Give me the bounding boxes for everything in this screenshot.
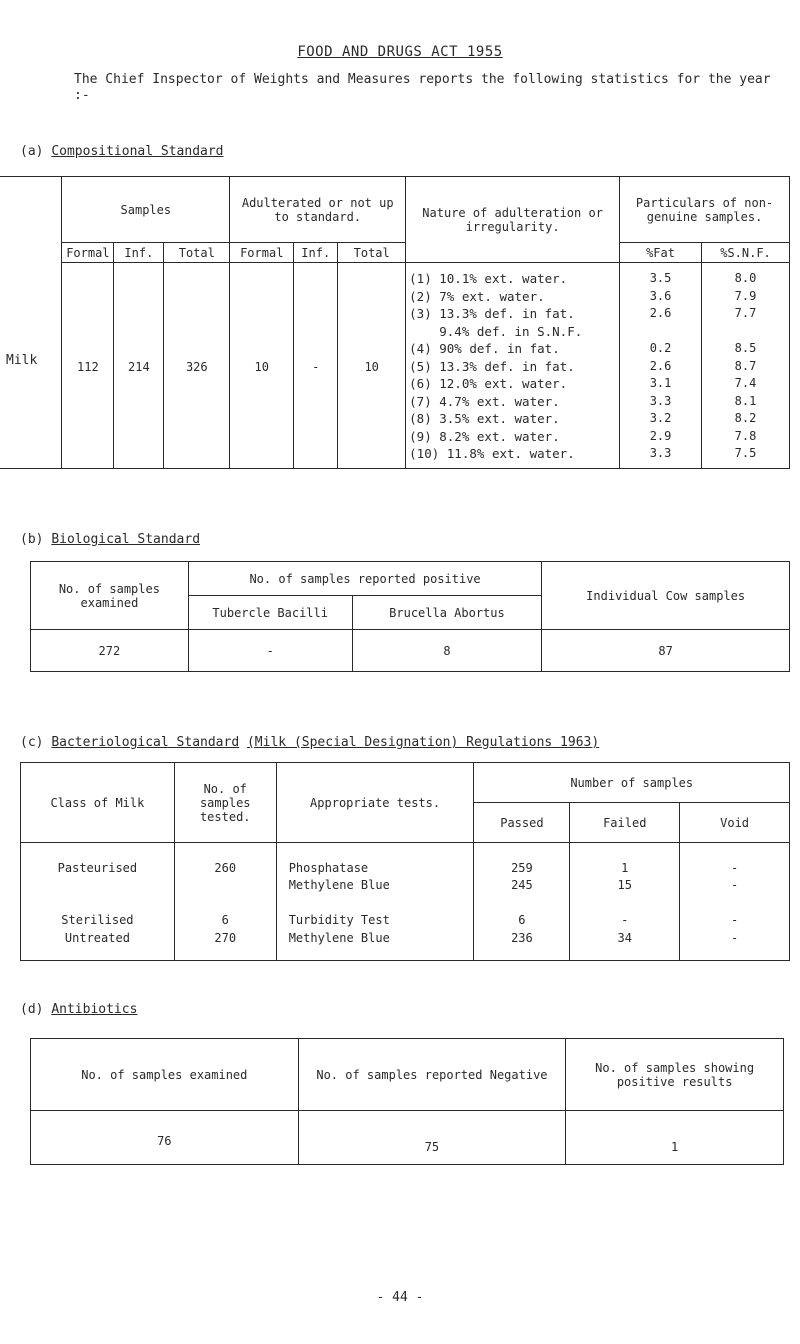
section-c-title: Bacteriological Standard xyxy=(51,735,240,750)
passed-value: 245 xyxy=(511,878,533,893)
antibiotics-examined-value: 76 xyxy=(31,1111,299,1165)
header-individual-cow: Individual Cow samples xyxy=(542,562,790,630)
section-b-title: Biological Standard xyxy=(51,532,201,547)
row-label-milk: Milk xyxy=(6,353,38,368)
nature-line: (10) 11.8% ext. water. xyxy=(409,446,575,462)
class-pasteurised: Pasteurised xyxy=(57,860,138,875)
header-reported-negative: No. of samples reported Negative xyxy=(298,1039,566,1111)
section-a-letter: (a) xyxy=(20,144,44,159)
passed-column xyxy=(474,843,570,961)
header-reported-positive: No. of samples reported positive xyxy=(188,562,542,596)
section-d-title: Antibiotics xyxy=(51,1002,138,1017)
failed-value: 1 xyxy=(621,860,629,875)
nature-list xyxy=(406,263,620,469)
adulterated-inf-value: - xyxy=(294,263,338,469)
section-d-heading xyxy=(20,1002,137,1017)
fat-value: 3.6 xyxy=(649,288,672,303)
section-d-letter: (d) xyxy=(20,1002,44,1017)
fat-value: 3.3 xyxy=(649,393,672,408)
samples-inf-value: 214 xyxy=(114,263,164,469)
section-a-heading xyxy=(20,144,224,159)
header-fat: %Fat xyxy=(620,243,702,263)
section-c-title-rest: (Milk (Special Designation) Regulations 1963) xyxy=(246,735,600,750)
antibiotics-positive-value: 1 xyxy=(566,1111,784,1165)
snf-value: 7.8 xyxy=(734,428,757,443)
fat-value: 3.5 xyxy=(649,271,672,286)
test-name: Turbidity Test xyxy=(288,913,390,928)
failed-value: 34 xyxy=(617,930,632,945)
bacteriological-table xyxy=(20,762,790,961)
snf-value: 7.9 xyxy=(734,288,757,303)
nature-line: 9.4% def. in S.N.F. xyxy=(409,323,583,339)
header-samples-total: Total xyxy=(164,243,230,263)
class-sterilised: Sterilised xyxy=(61,913,134,928)
tested-column xyxy=(174,843,276,961)
void-value: - xyxy=(730,930,739,945)
failed-column xyxy=(570,843,680,961)
fat-value: 0.2 xyxy=(649,341,672,356)
compositional-table xyxy=(0,176,790,469)
test-name: Methylene Blue xyxy=(288,930,390,945)
header-tubercle: Tubercle Bacilli xyxy=(188,596,352,630)
fat-values xyxy=(620,263,702,469)
void-value: - xyxy=(730,860,739,875)
passed-value: 236 xyxy=(511,930,533,945)
class-column xyxy=(21,843,175,961)
section-c-letter: (c) xyxy=(20,735,44,750)
nature-line: (2) 7% ext. water. xyxy=(409,288,545,304)
section-b-letter: (b) xyxy=(20,532,44,547)
snf-value: 7.7 xyxy=(734,306,757,321)
passed-value: 259 xyxy=(511,860,533,875)
biological-table xyxy=(30,561,790,672)
fat-value: 3.1 xyxy=(649,376,672,391)
header-samples-formal: Formal xyxy=(62,243,114,263)
failed-value: 15 xyxy=(617,878,632,893)
examined-value: 272 xyxy=(31,630,189,672)
tested-sterilised: 6 xyxy=(221,913,229,928)
header-showing-positive: No. of samples showing positive results xyxy=(566,1039,784,1111)
passed-value: 6 xyxy=(518,913,526,928)
individual-cow-value: 87 xyxy=(542,630,790,672)
header-number: Number of samples xyxy=(474,763,790,803)
nature-line: (9) 8.2% ext. water. xyxy=(409,428,560,444)
fat-value: 3.3 xyxy=(649,446,672,461)
section-b-heading xyxy=(20,532,200,547)
page-number: - 44 - xyxy=(376,1290,424,1305)
header-samples-inf: Inf. xyxy=(114,243,164,263)
adulterated-formal-value: 10 xyxy=(230,263,294,469)
brucella-value: 8 xyxy=(352,630,542,672)
test-name: Phosphatase xyxy=(288,860,369,875)
header-failed: Failed xyxy=(570,803,680,843)
snf-value: 8.0 xyxy=(734,271,757,286)
test-name: Methylene Blue xyxy=(288,878,390,893)
snf-values xyxy=(701,263,789,469)
fat-value: 3.2 xyxy=(649,411,672,426)
tests-column xyxy=(276,843,474,961)
header-adulterated: Adulterated or not up to standard. xyxy=(230,177,406,243)
header-adulterated-formal: Formal xyxy=(230,243,294,263)
fat-value: 2.6 xyxy=(649,306,672,321)
header-tested: No. of samples tested. xyxy=(174,763,276,843)
snf-value: 8.7 xyxy=(734,358,757,373)
antibiotics-table xyxy=(30,1038,784,1165)
void-value: - xyxy=(730,878,739,893)
nature-line: (3) 13.3% def. in fat. xyxy=(409,306,575,322)
tubercle-value: - xyxy=(188,630,352,672)
samples-total-value: 326 xyxy=(164,263,230,469)
snf-value: 8.1 xyxy=(734,393,757,408)
header-particulars: Particulars of non-genuine samples. xyxy=(620,177,790,243)
header-snf: %S.N.F. xyxy=(701,243,789,263)
header-samples-examined: No. of samples examined xyxy=(31,1039,299,1111)
header-adulterated-total: Total xyxy=(338,243,406,263)
header-class: Class of Milk xyxy=(21,763,175,843)
void-column xyxy=(680,843,790,961)
header-passed: Passed xyxy=(474,803,570,843)
adulterated-total-value: 10 xyxy=(338,263,406,469)
header-brucella: Brucella Abortus xyxy=(352,596,542,630)
document-title: FOOD AND DRUGS ACT 1955 xyxy=(297,44,503,60)
fat-value: 2.9 xyxy=(649,428,672,443)
header-adulterated-inf: Inf. xyxy=(294,243,338,263)
fat-value: 2.6 xyxy=(649,358,672,373)
failed-value: - xyxy=(621,913,629,928)
class-untreated: Untreated xyxy=(64,930,130,945)
nature-line: (6) 12.0% ext. water. xyxy=(409,376,568,392)
nature-line: (8) 3.5% ext. water. xyxy=(409,411,560,427)
section-c-heading xyxy=(20,735,599,750)
void-value: - xyxy=(730,913,739,928)
nature-line: (5) 13.3% def. in fat. xyxy=(409,358,575,374)
samples-formal-value: 112 xyxy=(62,263,114,469)
intro-paragraph: The Chief Inspector of Weights and Measures reports the following statistics for the year :- xyxy=(74,72,771,103)
snf-value: 7.5 xyxy=(734,446,757,461)
tested-untreated: 270 xyxy=(214,930,237,945)
header-samples: Samples xyxy=(62,177,230,243)
snf-value: 8.5 xyxy=(734,341,757,356)
nature-line: (4) 90% def. in fat. xyxy=(409,341,560,357)
snf-value: 7.4 xyxy=(734,376,757,391)
header-nature: Nature of adulteration or irregularity. xyxy=(406,177,620,263)
nature-line: (7) 4.7% ext. water. xyxy=(409,393,560,409)
nature-line: (1) 10.1% ext. water. xyxy=(409,271,568,287)
antibiotics-negative-value: 75 xyxy=(298,1111,566,1165)
tested-pasteurised: 260 xyxy=(214,860,237,875)
header-examined: No. of samples examined xyxy=(31,562,189,630)
header-tests: Appropriate tests. xyxy=(276,763,474,843)
header-void: Void xyxy=(680,803,790,843)
snf-value: 8.2 xyxy=(734,411,757,426)
section-a-title: Compositional Standard xyxy=(51,144,224,159)
